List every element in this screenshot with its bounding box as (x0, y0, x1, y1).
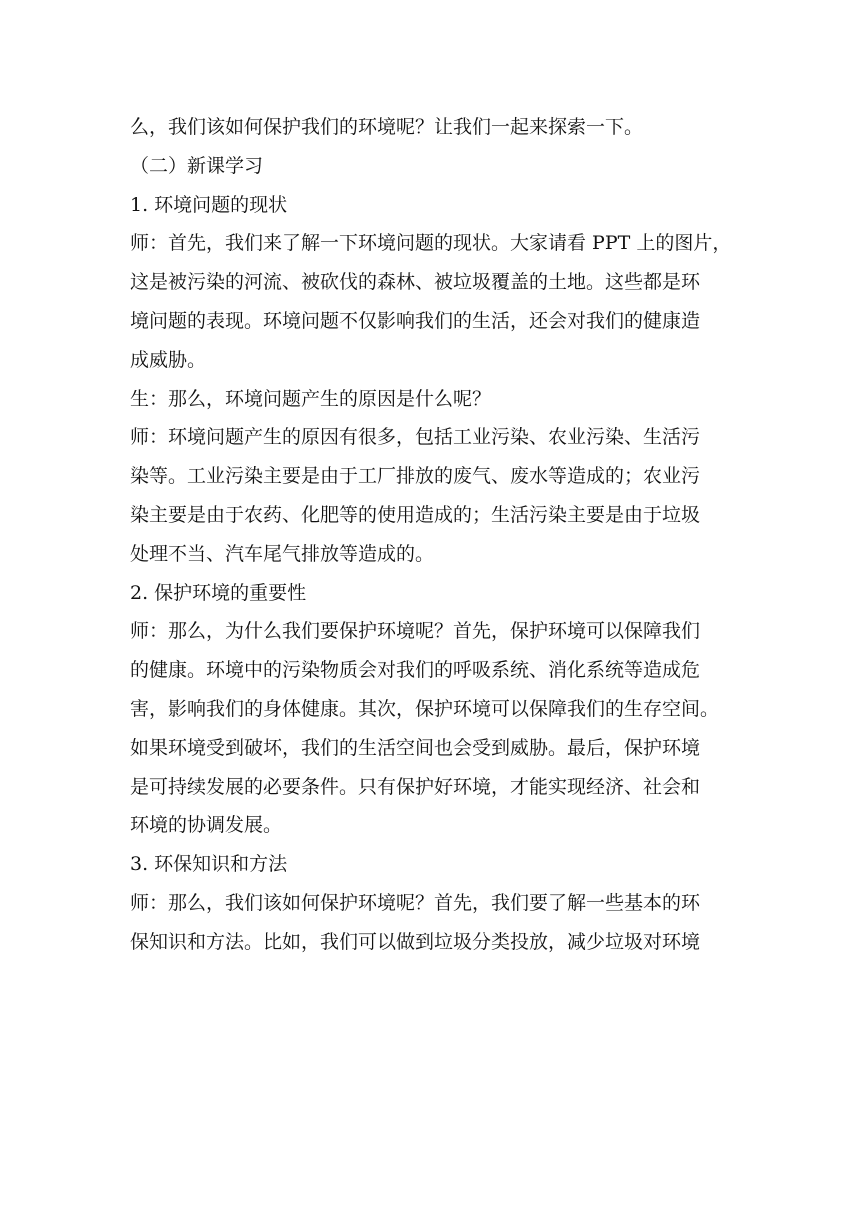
text-line: 是可持续发展的必要条件。只有保护好环境，才能实现经济、社会和 (130, 775, 701, 798)
text-line: 这是被污染的河流、被砍伐的森林、被垃圾覆盖的土地。这些都是环 (130, 271, 701, 294)
text-line: 么，我们该如何保护我们的环境呢？让我们一起来探索一下。 (130, 116, 644, 138)
text-line: 害，影响我们的身体健康。其次，保护环境可以保障我们的生存空间。 (130, 697, 720, 720)
text-line: 师：那么，我们该如何保护环境呢？首先，我们要了解一些基本的环 (130, 891, 701, 914)
subsection-heading: 1. 环境问题的现状 (130, 193, 288, 216)
text-line: 保知识和方法。比如，我们可以做到垃圾分类投放，减少垃圾对环境 (130, 930, 701, 953)
text-line: 生：那么，环境问题产生的原因是什么呢？ (130, 387, 492, 410)
text-line: 的健康。环境中的污染物质会对我们的呼吸系统、消化系统等造成危 (130, 659, 701, 682)
text-line: 成威胁。 (130, 348, 207, 371)
text-line: 处理不当、汽车尾气排放等造成的。 (130, 542, 435, 565)
text-line: 境问题的表现。环境问题不仅影响我们的生活，还会对我们的健康造 (130, 309, 701, 332)
text-line: 如果环境受到破坏，我们的生活空间也会受到威胁。最后，保护环境 (130, 736, 701, 759)
subsection-heading: 3. 环保知识和方法 (130, 853, 288, 876)
section-heading: （二）新课学习 (130, 154, 264, 177)
text-line: 师：环境问题产生的原因有很多，包括工业污染、农业污染、生活污 (130, 426, 701, 449)
subsection-heading: 2. 保护环境的重要性 (130, 581, 307, 604)
text-line: 染主要是由于农药、化肥等的使用造成的；生活污染主要是由于垃圾 (130, 503, 701, 526)
text-line: 师：首先，我们来了解一下环境问题的现状。大家请看 PPT 上的图片， (130, 232, 732, 255)
text-line: 染等。工业污染主要是由于工厂排放的废气、废水等造成的；农业污 (130, 465, 701, 488)
text-line: 环境的协调发展。 (130, 814, 283, 837)
text-line: 师：那么，为什么我们要保护环境呢？首先，保护环境可以保障我们 (130, 620, 701, 643)
document-body (130, 108, 732, 962)
